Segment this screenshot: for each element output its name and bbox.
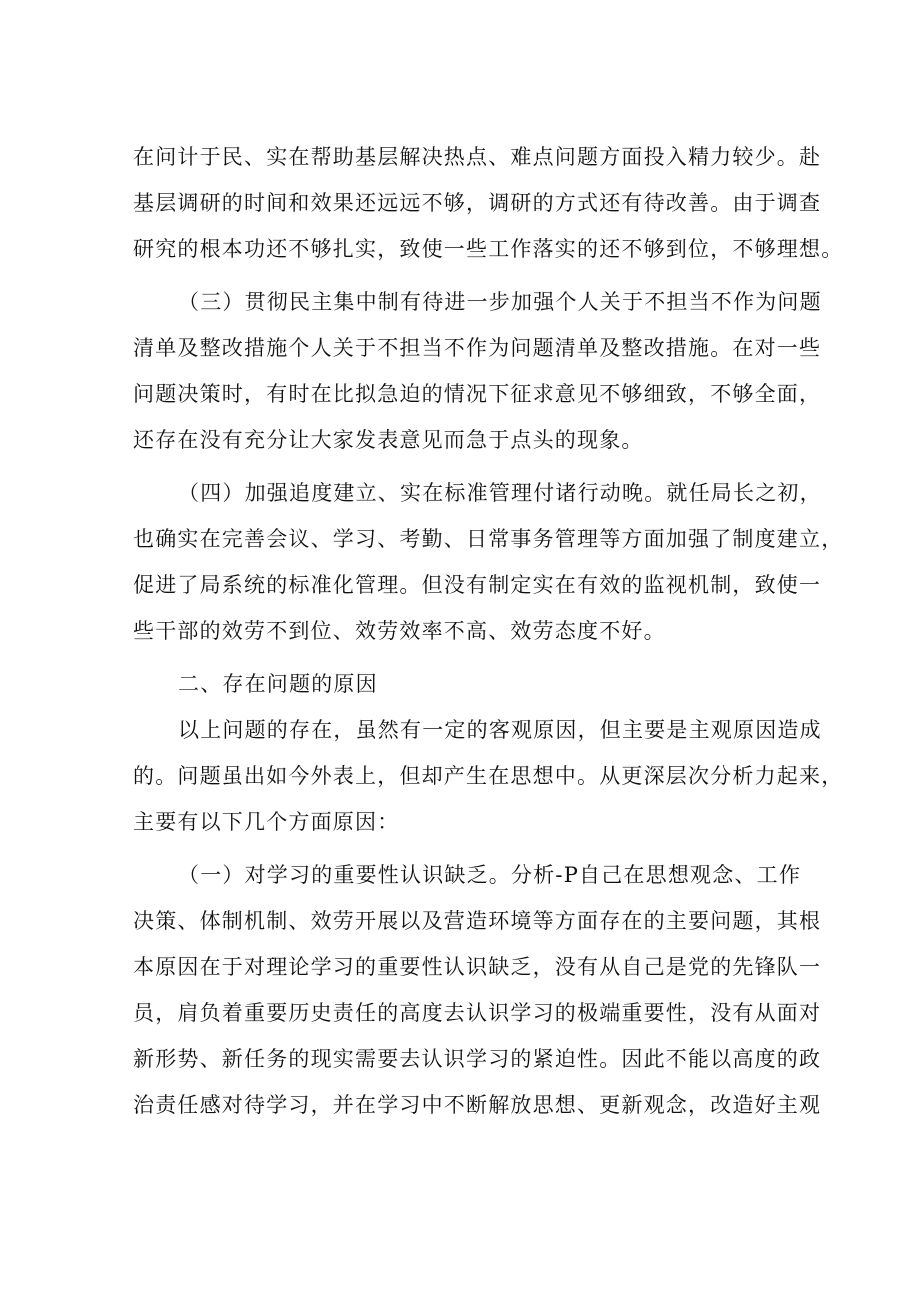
section-heading-4: （四）加强追度建立、实在标准管理付诸行动晚。就任局长之初， xyxy=(178,481,822,505)
body-text-line: 还存在没有充分让大家发表意见而急于点头的现象。 xyxy=(133,428,644,452)
body-text-line: 问题决策时，有时在比拟急迫的情况下征求意见不够细致，不够全面， xyxy=(133,382,822,406)
body-text-line: 研究的根本功还不够扎实，致使一些工作落实的还不够到位，不够理想。 xyxy=(133,237,844,261)
body-text-line: 促进了局系统的标准化管理。但没有制定实在有效的监视机制，致使一 xyxy=(133,573,822,597)
body-text-line: 也确实在完善会议、学习、考勤、日常事务管理等方面加强了制度建立， xyxy=(133,527,844,551)
body-text-line: 员，肩负着重要历史责任的高度去认识学习的极端重要性，没有从面对 xyxy=(133,1001,822,1025)
body-text-line: 清单及整改措施个人关于不担当不作为问题清单及整改措施。在对一些 xyxy=(133,336,822,360)
section-heading-1: （一）对学习的重要性认识缺乏。分析-P自己在思想观念、工作 xyxy=(178,863,802,887)
body-text-line: 治责任感对待学习，并在学习中不断解放思想、更新观念，改造好主观 xyxy=(133,1093,822,1117)
body-text-line: 基层调研的时间和效果还远远不够，调研的方式还有待改善。由于调查 xyxy=(133,191,822,215)
section-title: 二、存在问题的原因 xyxy=(178,672,378,696)
body-text-line: 的。问题虽出如今外表上，但却产生在思想中。从更深层次分析力起来， xyxy=(133,764,844,788)
body-text-line: 新形势、新任务的现实需要去认识学习的紧迫性。因此不能以高度的政 xyxy=(133,1047,822,1071)
body-text-line: 本原因在于对理论学习的重要性认识缺乏，没有从自己是党的先锋队一 xyxy=(133,955,822,979)
body-text-line: 主要有以下几个方面原因： xyxy=(133,810,400,834)
section-heading-3: （三）贯彻民主集中制有待进一步加强个人关于不担当不作为问题 xyxy=(178,290,822,314)
body-text-line: 在问计于民、实在帮助基层解决热点、难点问题方面投入精力较少。赴 xyxy=(133,145,822,169)
body-text-line: 决策、体制机制、效劳开展以及营造环境等方面存在的主要问题，其根 xyxy=(133,909,822,933)
paragraph-start: 以上问题的存在，虽然有一定的客观原因，但主要是主观原因造成 xyxy=(178,718,822,742)
body-text-line: 些干部的效劳不到位、效劳效率不高、效劳态度不好。 xyxy=(133,619,666,643)
